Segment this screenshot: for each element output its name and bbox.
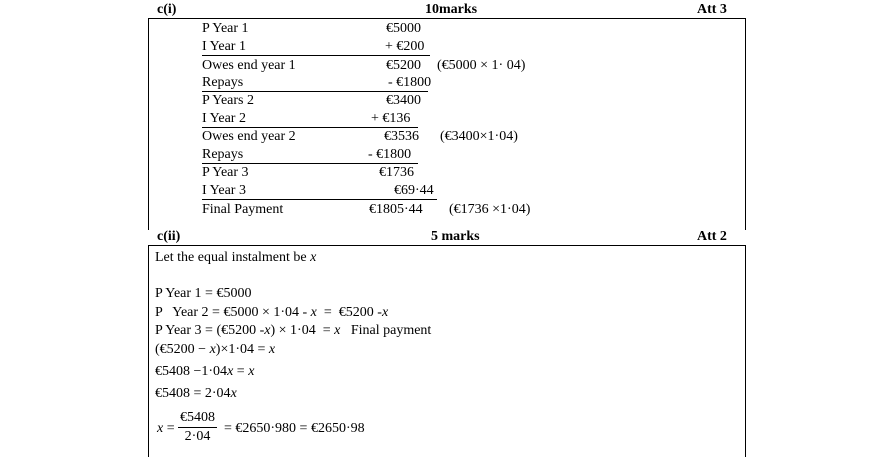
equation-3 [155, 386, 237, 402]
line-year3 [155, 323, 431, 339]
ci-row-note: (€3400×1·04) [440, 129, 518, 144]
ci-row-label: Owes end year 2 [202, 129, 296, 144]
section-label-cii: c(ii) [157, 229, 181, 244]
equation-4 [157, 421, 175, 437]
ci-row-value: - €1800 [368, 147, 412, 162]
frame-left-ci [148, 18, 149, 230]
text: P Year 3 = (€5200 - [155, 323, 265, 338]
text: P Year 2 = €5000 × 1·04 - [155, 305, 311, 320]
text: (€5200 − [155, 342, 210, 357]
equation-2 [155, 364, 254, 380]
underline [202, 55, 430, 56]
variable-x: x [310, 305, 317, 320]
text: Final payment [340, 323, 432, 338]
text: = [233, 364, 249, 379]
ci-row-value: €3400 [386, 93, 421, 108]
section-att-ci: Att 3 [697, 2, 727, 17]
underline [202, 163, 418, 164]
variable-x: x [310, 250, 317, 265]
ci-row-value: €1805·44 [369, 202, 423, 217]
frame-top-cii [148, 245, 746, 246]
frame-right-cii [745, 245, 746, 457]
ci-row-value: + €136 [371, 111, 411, 126]
ci-row-value: + €200 [385, 39, 425, 54]
ci-row-value: €5000 [386, 21, 421, 36]
underline [202, 91, 428, 92]
ci-row-value: €3536 [384, 129, 419, 144]
ci-row-label: P Years 2 [202, 93, 254, 108]
variable-x: x [334, 323, 341, 338]
ci-row-label: Owes end year 1 [202, 58, 296, 73]
ci-row-value: €5200 [386, 58, 421, 73]
text: ) × 1·04 = [270, 323, 335, 338]
fraction-numerator: €5408 [178, 410, 217, 428]
equation-4-result: = €2650·980 = €2650·98 [224, 421, 365, 436]
equation-1 [155, 342, 275, 358]
intro-line [155, 250, 316, 266]
variable-x: x [227, 364, 234, 379]
section-label-ci: c(i) [157, 2, 177, 17]
section-marks-ci: 10marks [425, 2, 478, 17]
ci-row-label: I Year 2 [202, 111, 246, 126]
section-att-cii: Att 2 [697, 229, 727, 244]
ci-row-label: Final Payment [202, 202, 284, 217]
ci-row-label: I Year 1 [202, 39, 246, 54]
variable-x: x [268, 342, 276, 357]
ci-row-label: P Year 1 [202, 21, 249, 36]
variable-x: x [248, 364, 255, 379]
text: €5408 = 2·04 [155, 386, 231, 401]
fraction-denominator: 2·04 [184, 429, 211, 444]
text: €5408 −1·04 [155, 364, 228, 379]
equals-sign: = [166, 421, 175, 436]
ci-row-value: - €1800 [388, 75, 432, 90]
variable-x: x [209, 342, 216, 357]
text: = €5200 - [316, 305, 382, 320]
section-marks-cii: 5 marks [431, 229, 480, 244]
variable-x: x [230, 386, 237, 401]
fraction [178, 410, 217, 445]
underline [202, 127, 418, 128]
frame-right-ci [745, 18, 746, 230]
ci-row-label: Repays [202, 75, 244, 90]
frame-top-ci [148, 18, 746, 19]
ci-row-value: €1736 [379, 165, 414, 180]
intro-text: Let the equal instalment be [155, 250, 307, 265]
ci-row-label: I Year 3 [202, 183, 246, 198]
ci-row-value: €69·44 [394, 183, 434, 198]
ci-row-note: (€1736 ×1·04) [449, 202, 531, 217]
underline [202, 199, 437, 200]
ci-row-label: P Year 3 [202, 165, 249, 180]
variable-x: x [264, 323, 271, 338]
text: )×1·04 = [215, 342, 269, 357]
variable-x: x [381, 305, 389, 320]
frame-left-cii [148, 245, 149, 457]
line-year1: P Year 1 = €5000 [155, 286, 252, 301]
ci-row-note: (€5000 × 1· 04) [437, 58, 526, 73]
ci-row-label: Repays [202, 147, 244, 162]
variable-x: x [157, 421, 164, 436]
line-year2 [155, 305, 388, 321]
